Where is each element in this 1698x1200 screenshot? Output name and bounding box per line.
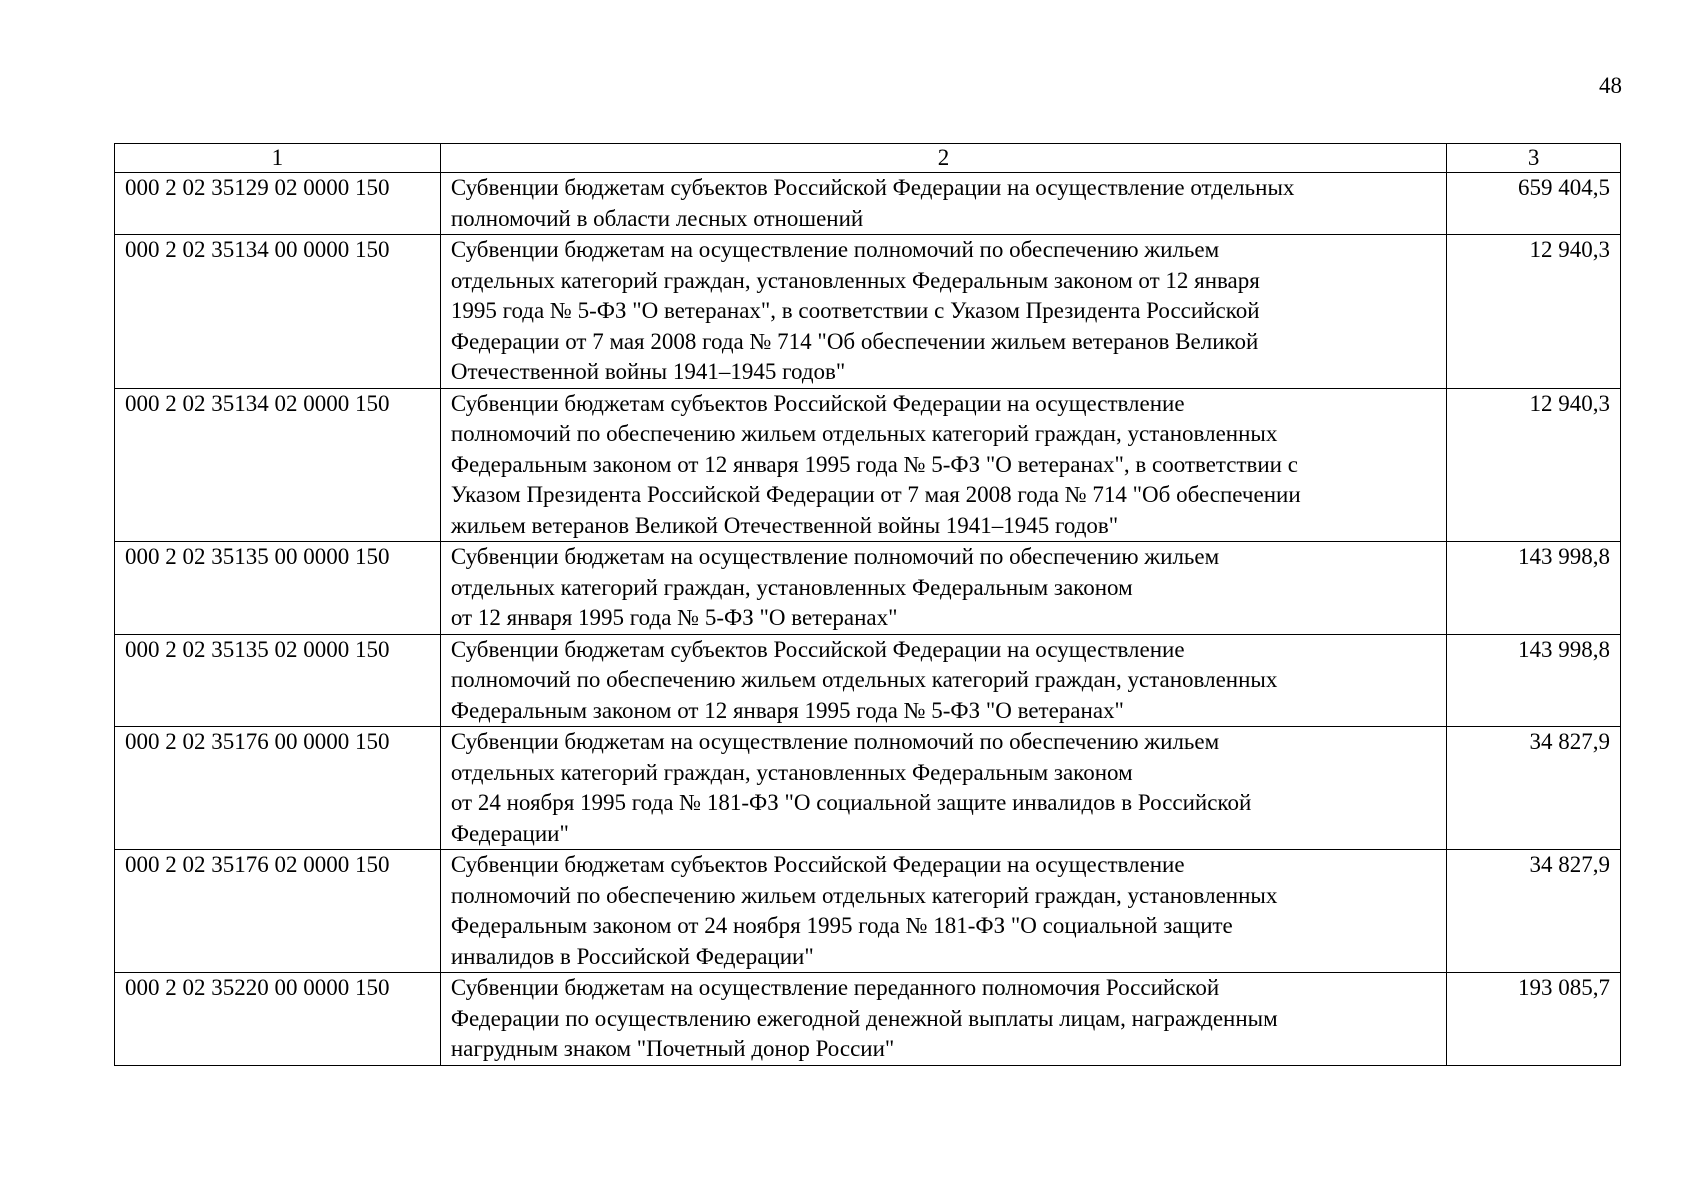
description-line: полномочий в области лесных отношений	[450, 205, 864, 231]
header-col-1: 1	[115, 144, 441, 173]
description-line: Отечественной войны 1941–1945 годов"	[450, 359, 846, 384]
budget-code-cell: 000 2 02 35135 00 0000 150	[115, 542, 441, 635]
description-line: нагрудным знаком "Почетный донор России"	[450, 1036, 895, 1061]
description-cell	[440, 542, 1446, 635]
header-row	[115, 144, 1621, 173]
table-row	[115, 727, 1621, 850]
amount-cell: 12 940,3	[1447, 388, 1621, 542]
budget-code-cell: 000 2 02 35135 02 0000 150	[115, 634, 441, 727]
amount-cell: 143 998,8	[1447, 634, 1621, 727]
description-line: инвалидов в Российской Федерации"	[450, 943, 814, 969]
table-row	[115, 388, 1621, 542]
description-line: Субвенции бюджетам на осуществление полномочий по обеспечению жильем	[450, 729, 1220, 754]
description-cell	[440, 634, 1446, 727]
description-line: Указом Президента Российской Федерации от 7 мая 2008 года № 714 "Об обеспечении	[450, 482, 1301, 507]
table-row	[115, 173, 1621, 235]
description-line: отдельных категорий граждан, установленных Федеральным законом	[450, 574, 1133, 600]
description-line: Субвенции бюджетам субъектов Российской Федерации на осуществление	[450, 852, 1185, 877]
table-row	[115, 850, 1621, 973]
description-line: Субвенции бюджетам на осуществление полномочий по обеспечению жильем	[450, 544, 1220, 569]
description-line: Субвенции бюджетам субъектов Российской Федерации на осуществление отдельных	[450, 175, 1295, 200]
description-cell	[440, 727, 1446, 850]
description-line: отдельных категорий граждан, установленных Федеральным законом	[450, 759, 1133, 785]
description-line: отдельных категорий граждан, установленных Федеральным законом от 12 января	[450, 267, 1260, 293]
budget-code-cell: 000 2 02 35134 02 0000 150	[115, 388, 441, 542]
description-cell	[440, 388, 1446, 542]
page-number: 48	[1599, 73, 1622, 98]
description-line: полномочий по обеспечению жильем отдельных категорий граждан, установленных	[450, 882, 1278, 908]
description-line: полномочий по обеспечению жильем отдельных категорий граждан, установленных	[450, 421, 1278, 446]
amount-cell: 34 827,9	[1447, 727, 1621, 850]
description-line: от 12 января 1995 года № 5-ФЗ "О ветеранах"	[450, 605, 898, 630]
description-line: 1995 года № 5-ФЗ "О ветеранах", в соответствии с Указом Президента Российской	[450, 298, 1260, 323]
description-line: Федеральным законом от 12 января 1995 года № 5-ФЗ "О ветеранах", в соответствии с	[450, 451, 1298, 477]
description-line: Субвенции бюджетам субъектов Российской Федерации на осуществление	[450, 636, 1185, 662]
description-line: Субвенции бюджетам на осуществление переданного полномочия Российской	[450, 975, 1220, 1000]
table-row	[115, 973, 1621, 1066]
budget-code-cell: 000 2 02 35220 00 0000 150	[115, 973, 441, 1066]
description-line: Федерации от 7 мая 2008 года № 714 "Об обеспечении жильем ветеранов Великой	[450, 328, 1259, 354]
amount-cell: 34 827,9	[1447, 850, 1621, 973]
budget-code-cell: 000 2 02 35176 00 0000 150	[115, 727, 441, 850]
description-line: Федеральным законом от 24 ноября 1995 года № 181-ФЗ "О социальной защите	[450, 913, 1233, 938]
budget-code-cell: 000 2 02 35134 00 0000 150	[115, 235, 441, 389]
description-line: Федеральным законом от 12 января 1995 года № 5-ФЗ "О ветеранах"	[450, 697, 1124, 723]
header-col-2: 2	[440, 144, 1446, 173]
budget-code-cell: 000 2 02 35129 02 0000 150	[115, 173, 441, 235]
description-cell	[440, 235, 1446, 389]
header-col-3: 3	[1447, 144, 1621, 173]
table-row	[115, 542, 1621, 635]
description-line: жильем ветеранов Великой Отечественной войны 1941–1945 годов"	[450, 512, 1119, 538]
budget-code-cell: 000 2 02 35176 02 0000 150	[115, 850, 441, 973]
description-cell	[440, 850, 1446, 973]
table-row	[115, 235, 1621, 389]
amount-cell: 143 998,8	[1447, 542, 1621, 635]
description-cell	[440, 173, 1446, 235]
amount-cell: 193 085,7	[1447, 973, 1621, 1066]
description-cell	[440, 973, 1446, 1066]
description-line: Субвенции бюджетам субъектов Российской Федерации на осуществление	[450, 390, 1185, 416]
description-line: Субвенции бюджетам на осуществление полномочий по обеспечению жильем	[450, 237, 1220, 262]
description-line: Федерации"	[450, 820, 569, 846]
amount-cell: 12 940,3	[1447, 235, 1621, 389]
budget-table	[114, 143, 1621, 1066]
table-row	[115, 634, 1621, 727]
amount-cell: 659 404,5	[1447, 173, 1621, 235]
description-line: полномочий по обеспечению жильем отдельных категорий граждан, установленных	[450, 667, 1278, 692]
description-line: Федерации по осуществлению ежегодной денежной выплаты лицам, награжденным	[450, 1005, 1278, 1031]
description-line: от 24 ноября 1995 года № 181-ФЗ "О социальной защите инвалидов в Российской	[450, 790, 1252, 815]
